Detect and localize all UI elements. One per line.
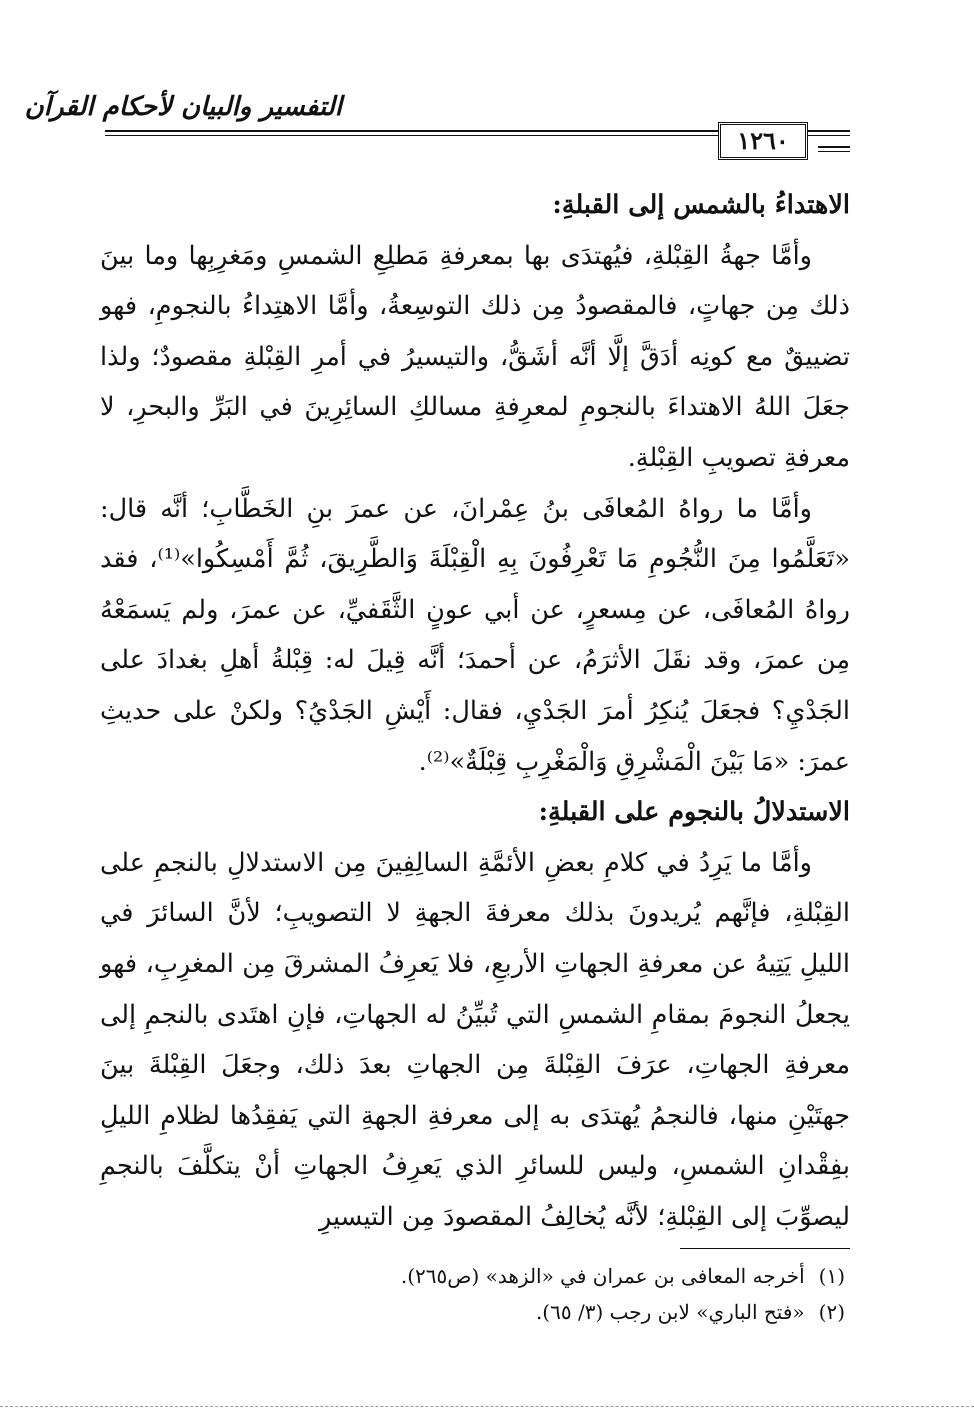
paragraph: وأمَّا ما يَرِدُ في كلامِ بعضِ الأئمَّةِ السالِفِينَ مِن الاستدلالِ بالنجمِ على القِبْلةِ، فإنَّهم يُريدونَ بذلك معرفةَ الجهةِ لا التصويبِ؛ لأنَّ السائرَ في الليلِ يَتِيهُ عن معرفةِ الجهاتِ الأربعِ، فلا يَعرِفُ المشرقَ مِن المغرِبِ، فهو يجعلُ النجومَ بمقامِ الشمسِ التي تُبيِّنُ له الجهاتِ، فإنِ اهتَدى بالنجمِ إلى معرفةِ الجهاتِ، عرَفَ القِبْلةَ مِن الجهاتِ بعدَ ذلك، وجعَلَ القِبْلةَ بينَ جهتَيْنِ منها، فالنجمُ يُهتدَى به إلى معرفةِ الجهةِ التي يَفقِدُها لظلامِ الليلِ بفِقْدانِ الشمسِ، وليس للسائرِ الذي يَعرِفُ الجهاتِ أنْ يتكلَّفَ بالنجمِ ليصوِّبَ إلى القِبْلةِ؛ لأنَّه يُخالِفُ المقصودَ مِن التيسيرِ: [100, 847, 850, 1232]
page-number: ١٢٦٠: [718, 122, 808, 160]
footnote-text: أخرجه المعافى بن عمران في «الزهد» (ص٢٦٥).: [400, 1264, 805, 1288]
footnotes: [300, 1258, 845, 1330]
paragraph: وأمَّا ما رواهُ المُعافَى بنُ عِمْرانَ، عن عمرَ بنِ الخَطَّابِ؛ أنَّه قال: «تَعَلَّمُوا مِنَ النُّجُومِ مَا تَعْرِفُونَ بِهِ الْقِبْلَةَ وَالطَّرِيقَ، ثُمَّ أَمْسِكُوا»⁽¹⁾، فقد رواهُ المُعافَى، عن مِسعرٍ، عن أبي عونٍ الثَّقَفيِّ، عن عمرَ، ولم يَسمَعْهُ مِن عمرَ، وقد نقَلَ الأثرَمُ، عن أحمدَ؛ أنَّه قِيلَ له: قِبْلةُ أهلِ بغدادَ على الجَدْيِ؟ فجعَلَ يُنكِرُ أمرَ الجَدْيِ، فقال: أَيْشِ الجَدْيُ؟ ولكنْ على حديثِ عمرَ: «مَا بَيْنَ الْمَشْرِقِ وَالْمَغْرِبِ قِبْلَةٌ»⁽²⁾.: [100, 493, 851, 777]
page-bottom-edge: [0, 1406, 974, 1407]
footnote-separator: [680, 1248, 850, 1249]
body-text: [100, 180, 850, 1242]
section-heading: الاستدلالُ بالنجوم على القبلةِ:: [538, 797, 850, 828]
footnote-number: (١): [818, 1264, 845, 1288]
header-side-rule-thin: [818, 151, 850, 152]
paragraph: وأمَّا جهةُ القِبْلةِ، فيُهتدَى بها بمعرفةِ مَطلِعِ الشمسِ ومَغرِبِها وما بينَ ذلك مِن جهاتٍ، فالمقصودُ مِن ذلك التوسِعةُ، وأمَّا الاهتِداءُ بالنجومِ، فهو تضييقٌ مع كونِه أدَقَّ إلَّا أنَّه أشَقُّ، والتيسيرُ في أمرِ القِبْلةِ مقصودٌ؛ ولذا جعَلَ اللهُ الاهتداءَ بالنجومِ لمعرِفةِ مسالكِ السائِرِينَ في البَرِّ والبحرِ، لا معرفةِ تصويبِ القِبْلةِ.: [100, 240, 850, 473]
footnote: [300, 1294, 845, 1330]
footnote-number: (٢): [818, 1300, 845, 1324]
header-side-rule: [818, 146, 850, 148]
running-title: التفسير والبيان لأحكام القرآن: [24, 92, 342, 122]
section-heading: الاهتداءُ بالشمس إلى القبلةِ:: [552, 190, 850, 220]
footnote: [300, 1258, 845, 1294]
footnote-text: «فتح الباري» لابن رجب (٣/ ٦٥).: [535, 1300, 805, 1324]
